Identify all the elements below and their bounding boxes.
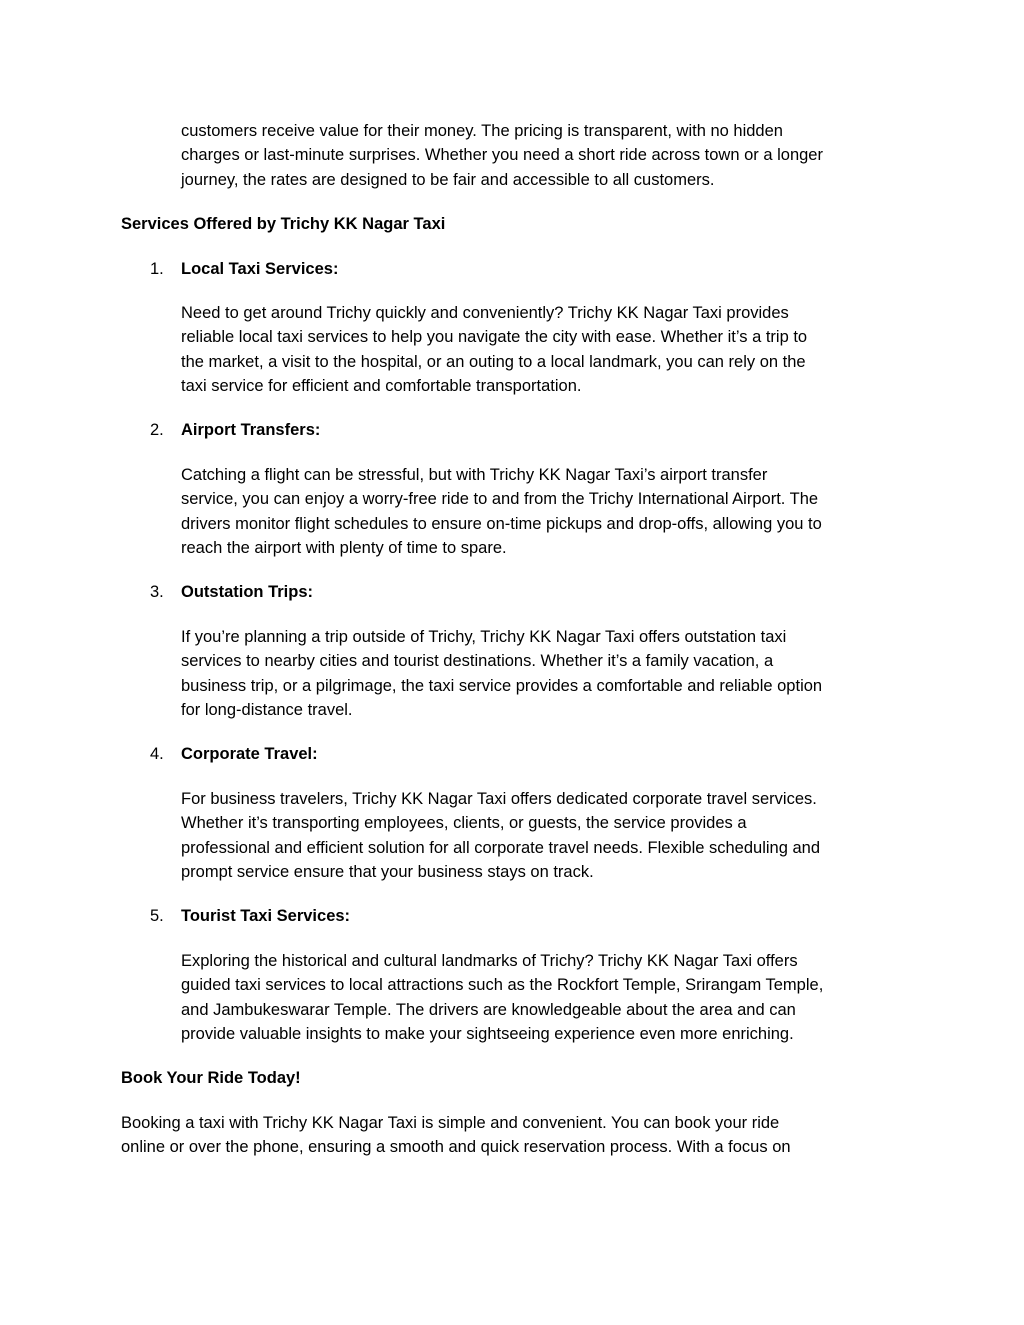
services-heading: Services Offered by Trichy KK Nagar Taxi: [121, 215, 446, 233]
list-item-title: Local Taxi Services:: [181, 260, 339, 278]
text-line: reliable local taxi services to help you navigate the city with ease. Whether it’s a trip to: [181, 328, 808, 347]
list-item-title: Corporate Travel:: [181, 745, 318, 763]
service-description: [181, 787, 911, 884]
list-number: 3.: [150, 583, 164, 601]
service-description: [181, 301, 911, 398]
text-line: journey, the rates are designed to be fair and accessible to all customers.: [181, 170, 715, 189]
service-description: [181, 625, 911, 722]
text-line: drivers monitor flight schedules to ensure on-time pickups and drop-offs, allowing you to: [181, 514, 822, 533]
text-line: for long-distance travel.: [181, 700, 353, 719]
book-heading: Book Your Ride Today!: [121, 1069, 301, 1087]
text-line: charges or last-minute surprises. Whether you need a short ride across town or a longer: [181, 146, 823, 165]
list-item-title: Tourist Taxi Services:: [181, 907, 351, 925]
text-line: taxi service for efficient and comfortable transportation.: [181, 376, 582, 395]
list-number: 1.: [150, 260, 164, 278]
list-item-title: Outstation Trips:: [181, 583, 313, 601]
text-line: and Jambukeswarar Temple. The drivers are knowledgeable about the area and can: [181, 1000, 796, 1019]
list-item-local-taxi: [150, 257, 338, 281]
list-item-airport-transfers: [150, 418, 320, 442]
text-line: For business travelers, Trichy KK Nagar Taxi offers dedicated corporate travel services.: [181, 790, 817, 808]
text-line: business trip, or a pilgrimage, the taxi service provides a comfortable and reliable option: [181, 676, 823, 695]
text-line: online or over the phone, ensuring a smooth and quick reservation process. With a focus on: [121, 1138, 791, 1157]
service-description: [181, 463, 911, 560]
list-item-corporate-travel: [150, 742, 318, 766]
text-line: the market, a visit to the hospital, or an outing to a local landmark, you can rely on the: [181, 352, 806, 371]
list-number: 5.: [150, 907, 164, 925]
text-line: If you’re planning a trip outside of Trichy, Trichy KK Nagar Taxi offers outstation taxi: [181, 628, 787, 646]
list-item-tourist-taxi: [150, 904, 350, 928]
intro-paragraph: [181, 119, 911, 192]
text-line: guided taxi services to local attractions such as the Rockfort Temple, Srirangam Temple,: [181, 976, 824, 995]
list-item-title: Airport Transfers:: [181, 421, 321, 439]
book-paragraph: [121, 1111, 911, 1160]
text-line: reach the airport with plenty of time to spare.: [181, 538, 507, 557]
text-line: Booking a taxi with Trichy KK Nagar Taxi is simple and convenient. You can book your ride: [121, 1114, 780, 1132]
text-line: provide valuable insights to make your sightseeing experience even more enriching.: [181, 1024, 794, 1043]
text-line: prompt service ensure that your business stays on track.: [181, 862, 594, 881]
list-item-outstation-trips: [150, 580, 313, 604]
list-number: 2.: [150, 421, 164, 439]
text-line: Need to get around Trichy quickly and conveniently? Trichy KK Nagar Taxi provides: [181, 304, 789, 322]
text-line: services to nearby cities and tourist destinations. Whether it’s a family vacation, a: [181, 652, 774, 671]
text-line: customers receive value for their money. The pricing is transparent, with no hidden: [181, 122, 783, 140]
service-description: [181, 949, 911, 1046]
text-line: professional and efficient solution for all corporate travel needs. Flexible scheduling and: [181, 838, 820, 857]
text-line: Catching a flight can be stressful, but with Trichy KK Nagar Taxi’s airport transfer: [181, 466, 768, 484]
text-line: Exploring the historical and cultural landmarks of Trichy? Trichy KK Nagar Taxi offers: [181, 952, 798, 970]
text-line: service, you can enjoy a worry-free ride to and from the Trichy International Airport. The: [181, 490, 819, 509]
text-line: Whether it’s transporting employees, clients, or guests, the service provides a: [181, 814, 747, 833]
list-number: 4.: [150, 745, 164, 763]
